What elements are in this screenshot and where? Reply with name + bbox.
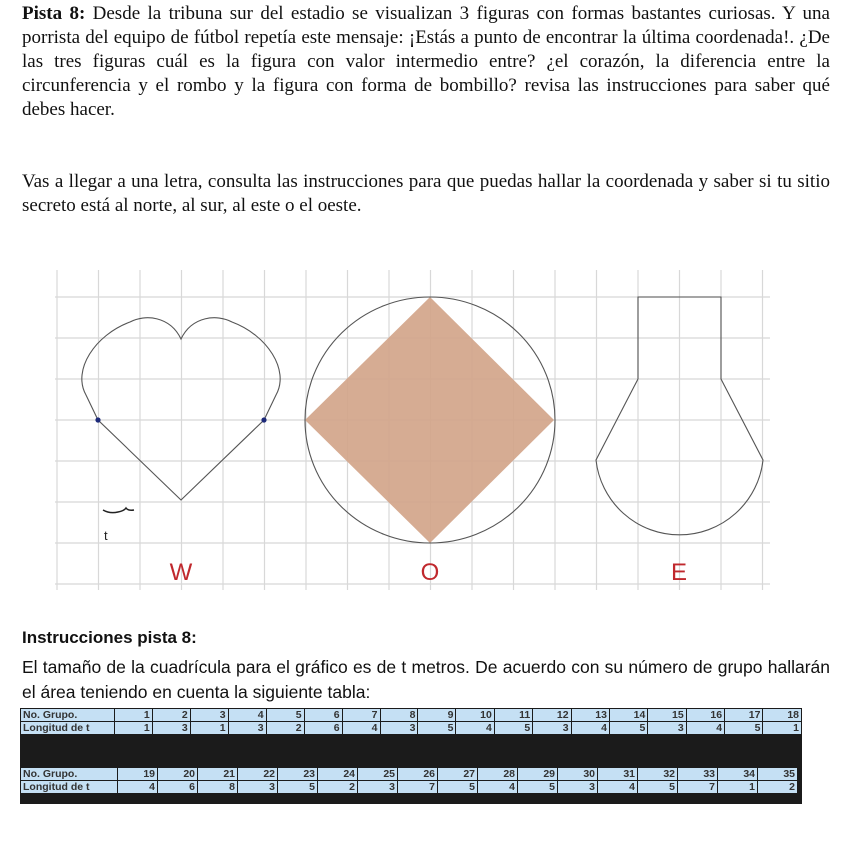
length-cell: 3 — [648, 722, 686, 735]
group-number-cell: 1 — [114, 709, 152, 722]
row-label: No. Grupo. — [21, 709, 115, 722]
clue-text: Desde la tribuna sur del estadio se visualizan 3 figuras con formas bastantes curiosas. Y una porrista del equipo de fútbol repetía este mensaje: ¡Estás a punto de encontrar la última coordenada!. ¿De las tres figuras cuál es la figura con valor intermedio entre? ¿el corazón, la diferencia entre la circunferencia y el rombo y la figura con forma de bombillo? revisa las instrucciones para saber qué debes hacer. — [22, 3, 830, 120]
group-number-cell: 31 — [598, 768, 638, 781]
length-cell: 4 — [342, 722, 380, 735]
length-cell: 3 — [533, 722, 571, 735]
group-number-cell: 26 — [398, 768, 438, 781]
table-row — [21, 709, 802, 722]
length-cell: 4 — [598, 781, 638, 794]
heart-point-left — [95, 417, 100, 422]
group-number-cell: 15 — [648, 709, 686, 722]
group-number-cell: 18 — [763, 709, 802, 722]
row-label: Longitud de t — [21, 722, 115, 735]
group-number-cell: 32 — [638, 768, 678, 781]
length-cell: 6 — [158, 781, 198, 794]
group-number-cell: 16 — [686, 709, 724, 722]
group-number-cell: 2 — [152, 709, 190, 722]
group-number-cell: 24 — [318, 768, 358, 781]
length-cell: 3 — [152, 722, 190, 735]
group-number-cell: 9 — [418, 709, 456, 722]
length-cell: 1 — [114, 722, 152, 735]
group-number-cell: 17 — [725, 709, 763, 722]
group-number-cell: 35 — [758, 768, 798, 781]
length-cell: 3 — [358, 781, 398, 794]
group-number-cell: 11 — [494, 709, 532, 722]
length-cell: 5 — [418, 722, 456, 735]
length-cell: 2 — [758, 781, 798, 794]
group-number-cell: 33 — [678, 768, 718, 781]
length-cell: 4 — [456, 722, 494, 735]
label-w: W — [169, 559, 193, 586]
length-cell: 4 — [118, 781, 158, 794]
group-number-cell: 28 — [478, 768, 518, 781]
length-cell: 4 — [686, 722, 724, 735]
length-cell: 7 — [398, 781, 438, 794]
group-number-cell: 25 — [358, 768, 398, 781]
group-number-cell: 29 — [518, 768, 558, 781]
length-cell: 4 — [571, 722, 609, 735]
length-cell: 5 — [518, 781, 558, 794]
group-number-cell: 6 — [304, 709, 342, 722]
group-number-cell: 5 — [266, 709, 304, 722]
row-label: No. Grupo. — [21, 768, 118, 781]
rhombus-shape — [305, 297, 554, 543]
group-number-cell: 4 — [228, 709, 266, 722]
length-cell: 4 — [478, 781, 518, 794]
unit-label: t — [104, 528, 108, 543]
length-cell: 5 — [278, 781, 318, 794]
group-number-cell: 3 — [190, 709, 228, 722]
label-e: E — [670, 559, 688, 586]
length-cell: 5 — [725, 722, 763, 735]
instructions-title: Instrucciones pista 8: — [22, 628, 197, 647]
unit-brace — [103, 508, 134, 513]
length-cell: 3 — [238, 781, 278, 794]
table-row — [21, 722, 802, 735]
group-number-cell: 13 — [571, 709, 609, 722]
length-cell: 6 — [304, 722, 342, 735]
table-separator — [20, 735, 802, 767]
group-number-cell: 30 — [558, 768, 598, 781]
group-table-2 — [20, 767, 798, 794]
group-number-cell: 14 — [609, 709, 647, 722]
group-number-cell: 27 — [438, 768, 478, 781]
instructions-text: El tamaño de la cuadrícula para el gráfico es de t metros. De acuerdo con su número de grupo hallarán el área teniendo en cuenta la siguiente tabla: — [22, 657, 830, 702]
length-cell: 5 — [638, 781, 678, 794]
clue-paragraph-2: Vas a llegar a una letra, consulta las instrucciones para que puedas hallar la coordenada y saber si tu sitio secreto está al norte, al sur, al este o el oeste. — [22, 171, 830, 216]
group-number-cell: 7 — [342, 709, 380, 722]
group-number-cell: 12 — [533, 709, 571, 722]
table-row — [21, 781, 798, 794]
clue-title: Pista 8: — [22, 3, 86, 24]
length-cell: 3 — [380, 722, 418, 735]
length-cell: 2 — [266, 722, 304, 735]
length-cell: 5 — [438, 781, 478, 794]
group-table-1 — [20, 708, 802, 735]
group-number-cell: 22 — [238, 768, 278, 781]
label-o: O — [420, 559, 440, 586]
group-number-cell: 19 — [118, 768, 158, 781]
length-cell: 2 — [318, 781, 358, 794]
group-number-cell: 20 — [158, 768, 198, 781]
length-cell: 1 — [763, 722, 802, 735]
row-label: Longitud de t — [21, 781, 118, 794]
length-cell: 3 — [228, 722, 266, 735]
length-cell: 3 — [558, 781, 598, 794]
heart-point-right — [261, 417, 266, 422]
group-number-cell: 21 — [198, 768, 238, 781]
group-number-cell: 10 — [456, 709, 494, 722]
length-cell: 5 — [494, 722, 532, 735]
group-number-cell: 8 — [380, 709, 418, 722]
length-cell: 1 — [190, 722, 228, 735]
group-number-cell: 23 — [278, 768, 318, 781]
length-cell: 1 — [718, 781, 758, 794]
group-number-cell: 34 — [718, 768, 758, 781]
length-cell: 8 — [198, 781, 238, 794]
length-cell: 7 — [678, 781, 718, 794]
length-cell: 5 — [609, 722, 647, 735]
table-row — [21, 768, 798, 781]
